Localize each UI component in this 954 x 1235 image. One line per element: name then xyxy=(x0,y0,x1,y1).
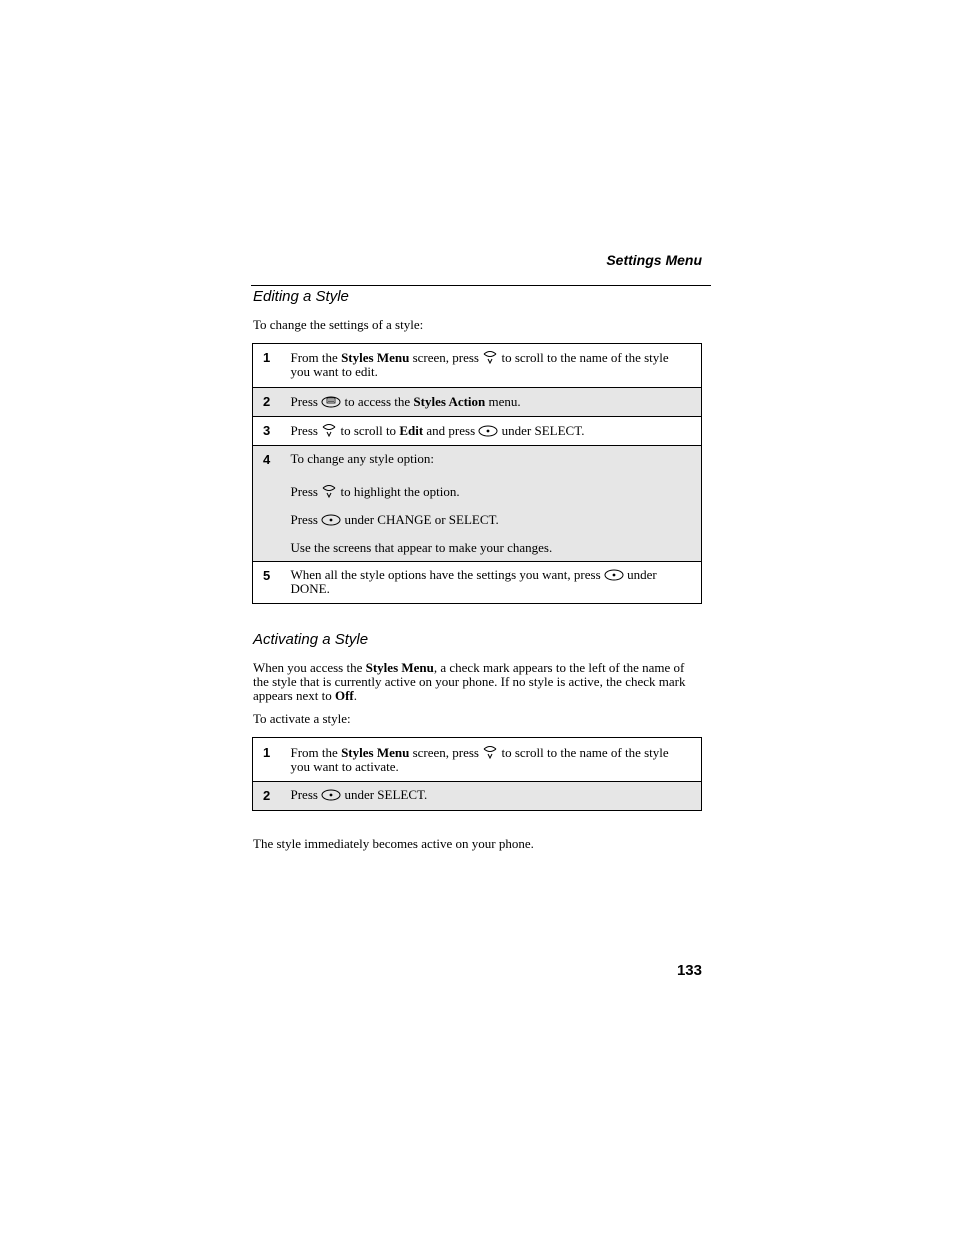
para-part: When you access the xyxy=(253,660,366,675)
step-text-part: to scroll to xyxy=(337,423,400,438)
table-row xyxy=(253,782,702,811)
step-text-part: under SELECT. xyxy=(498,423,585,438)
step-text-part: Press xyxy=(290,512,322,527)
editing-intro: To change the settings of a style: xyxy=(253,317,424,332)
header-rule xyxy=(251,285,711,286)
scroll-key-icon xyxy=(482,350,498,364)
step-text-part: When all the style options have the settings you want, press xyxy=(290,567,604,582)
step-text-part: Press xyxy=(290,484,322,499)
step-text-part: to scroll to the name of the style you want to edit. xyxy=(290,350,669,379)
step-text-bold: Edit xyxy=(399,423,424,438)
section-title-activating: Activating a Style xyxy=(253,631,369,648)
activating-steps-table xyxy=(252,737,702,811)
softkey-icon xyxy=(478,425,498,437)
step-text xyxy=(289,562,702,604)
step-text-part: screen, press xyxy=(409,745,483,760)
step-text xyxy=(289,782,702,811)
softkey-icon xyxy=(321,514,341,526)
step-text-part: to access the xyxy=(341,394,414,409)
step-number: 2 xyxy=(253,388,289,417)
step-number: 5 xyxy=(253,562,289,604)
step-number: 1 xyxy=(253,738,289,782)
scroll-key-icon xyxy=(482,745,498,759)
step-text xyxy=(289,417,702,446)
activating-outro: The style immediately becomes active on your phone. xyxy=(253,836,534,851)
editing-steps-table xyxy=(252,343,702,604)
step-text-part: under CHANGE or SELECT. xyxy=(341,512,499,527)
table-row xyxy=(253,388,702,417)
para-bold: Off xyxy=(334,688,354,703)
section-title-editing: Editing a Style xyxy=(253,288,349,305)
step-text-bold: Styles Menu xyxy=(341,745,410,760)
substep: Use the screens that appear to make your changes. xyxy=(290,540,553,555)
step-number: 4 xyxy=(253,446,289,562)
step-text-part: menu. xyxy=(485,394,521,409)
step-text-part: Press xyxy=(290,787,322,802)
para-part: , a check mark appears to the left of the name of the style that is currently active on your phone. If no style is active, the check mark appears next to xyxy=(253,660,686,703)
step-text xyxy=(289,738,702,782)
scroll-key-icon xyxy=(321,484,337,498)
step-number: 1 xyxy=(253,344,289,388)
table-row xyxy=(253,738,702,782)
step-text-part: under SELECT. xyxy=(341,787,428,802)
step-text xyxy=(289,344,702,388)
step-number: 2 xyxy=(253,782,289,811)
step-text-part: to highlight the option. xyxy=(337,484,460,499)
step-text-part: From the xyxy=(290,745,342,760)
para-part: . xyxy=(353,688,357,703)
running-head: Settings Menu xyxy=(606,252,702,268)
scroll-key-icon xyxy=(321,423,337,437)
step-number: 3 xyxy=(253,417,289,446)
step-text-part: From the xyxy=(290,350,342,365)
step-text-bold: Styles Action xyxy=(413,394,486,409)
step-text-part: Press xyxy=(290,423,322,438)
step-text xyxy=(289,446,702,562)
table-row xyxy=(253,344,702,388)
step-text-part: Press xyxy=(290,394,322,409)
step-text-part: to scroll to the name of the style you want to activate. xyxy=(290,745,669,774)
substep xyxy=(291,513,692,527)
table-row xyxy=(253,446,702,562)
table-row xyxy=(253,417,702,446)
softkey-icon xyxy=(321,789,341,801)
softkey-icon xyxy=(604,569,624,581)
step-text-part: under DONE. xyxy=(290,567,657,596)
activating-paragraph xyxy=(253,661,703,703)
step-text-part: and press xyxy=(423,423,479,438)
menu-key-icon xyxy=(321,394,341,408)
step-text xyxy=(289,388,702,417)
step-text-bold: Styles Menu xyxy=(341,350,410,365)
step-text-part: screen, press xyxy=(409,350,483,365)
step-intro: To change any style option: xyxy=(290,451,435,466)
page-number: 133 xyxy=(676,962,702,979)
substep xyxy=(291,484,692,499)
para-bold: Styles Menu xyxy=(365,660,434,675)
table-row xyxy=(253,562,702,604)
activating-intro: To activate a style: xyxy=(253,711,351,726)
